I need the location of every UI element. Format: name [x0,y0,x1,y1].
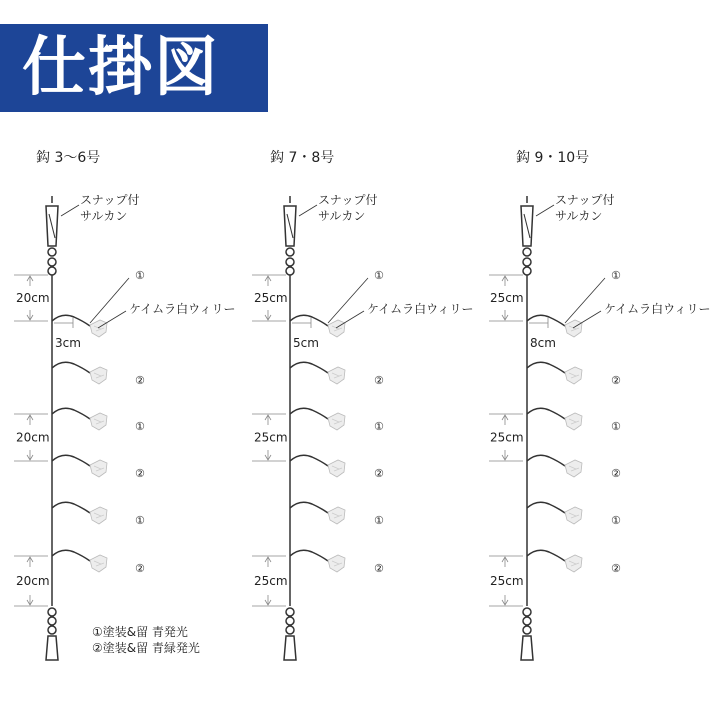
spacing-label: 20cm [16,291,50,305]
rig-3 [489,150,710,660]
spacing-dimension [252,414,288,461]
dropper-branch [527,455,565,466]
spacing-dimension [489,414,524,461]
lure-body [90,367,107,384]
marker-leader-line [328,278,368,323]
dropper-branch [527,408,565,419]
dropper-type-marker: ① [135,420,145,433]
spacing-label: 25cm [254,430,288,445]
dropper-type-marker: ② [135,374,145,387]
dropper-type-marker: ① [611,269,621,282]
spacing-dimension [14,414,50,461]
dropper-type-marker: ② [135,467,145,480]
lure-icon [328,367,345,384]
lure-icon [565,507,582,524]
lure-body [328,367,345,384]
snap-label: スナップ付 [555,193,615,207]
lure-body [328,460,345,477]
lure-icon [328,555,345,572]
dropper-branch [52,315,90,326]
snap-label: サルカン [555,209,603,223]
lure-leader-line [336,311,364,328]
dropper-type-marker: ① [374,269,384,282]
branch-length-label: 8cm [530,336,556,350]
dropper-type-marker: ① [374,514,384,527]
spacing-label: 25cm [490,430,524,445]
swivel-ring [286,617,294,625]
spacing-label: 20cm [16,430,50,445]
lure-body [328,507,345,524]
lure-body [328,555,345,572]
lure-icon [328,507,345,524]
legend-item: ②塗装&留 青緑発光 [92,641,200,655]
snap-label: スナップ付 [318,193,378,207]
dropper-type-marker: ② [611,562,621,575]
lure-label: ケイムラ白ウィリー [129,302,236,316]
lure-body [565,460,582,477]
snap-label: サルカン [80,209,128,223]
dropper-type-marker: ① [135,269,145,282]
swivel-ring [523,617,531,625]
snap-leader-line [299,205,317,216]
dropper-branch [52,362,90,373]
lure-body [90,460,107,477]
swivel-ring [286,258,294,266]
branch-length-label: 5cm [293,336,319,350]
swivel-ring [48,608,56,616]
branch-length-label: 3cm [55,336,81,350]
swivel-ring [523,608,531,616]
dropper-type-marker: ② [611,374,621,387]
dropper-branch [527,315,565,326]
lure-body [90,320,107,337]
snap-label: サルカン [318,209,366,223]
spacing-dimension [14,275,50,321]
dropper-type-marker: ① [374,420,384,433]
dropper-branch [290,502,328,513]
lure-icon [328,413,345,430]
spacing-dimension [489,556,524,606]
hook-size-label: 鈎 9・10号 [516,150,590,166]
swivel-ring [48,626,56,634]
lure-icon [565,367,582,384]
lure-icon [90,367,107,384]
lure-icon [565,460,582,477]
dropper-type-marker: ② [374,374,384,387]
swivel-ring [48,248,56,256]
swivel-ring [286,626,294,634]
dropper-branch [290,550,328,561]
lure-body [565,555,582,572]
swivel-ring [286,608,294,616]
bottom-snap-icon [284,636,296,660]
rig-2 [252,150,473,660]
spacing-label: 25cm [490,291,524,305]
dropper-type-marker: ① [135,514,145,527]
dropper-type-marker: ① [611,514,621,527]
spacing-label: 25cm [254,574,288,588]
dropper-type-marker: ① [611,420,621,433]
spacing-dimension [252,556,288,606]
spacing-label: 20cm [16,574,50,588]
swivel-ring [286,267,294,275]
lure-icon [328,320,345,337]
dropper-type-marker: ② [611,467,621,480]
lure-body [565,320,582,337]
legend [92,624,200,655]
spacing-label: 25cm [490,574,524,588]
marker-leader-line [90,278,129,323]
page-title: 仕掛図 [22,31,220,105]
dropper-type-marker: ② [135,562,145,575]
dropper-branch [527,550,565,561]
dropper-branch [527,502,565,513]
lure-body [565,507,582,524]
lure-body [90,507,107,524]
swivel-ring [523,248,531,256]
spacing-dimension [14,556,50,606]
bottom-snap-icon [46,636,58,660]
hook-size-label: 鈎 3〜6号 [36,150,101,166]
swivel-ring [523,267,531,275]
lure-icon [328,460,345,477]
lure-body [90,413,107,430]
lure-icon [90,460,107,477]
lure-label: ケイムラ白ウィリー [367,302,474,316]
lure-body [328,413,345,430]
swivel-ring [523,258,531,266]
spacing-dimension [252,275,288,321]
dropper-branch [290,408,328,419]
lure-leader-line [98,311,126,328]
lure-icon [90,507,107,524]
lure-icon [90,555,107,572]
hook-size-label: 鈎 7・8号 [270,150,335,166]
bottom-snap-icon [521,636,533,660]
swivel-ring [286,248,294,256]
dropper-branch [52,455,90,466]
dropper-type-marker: ② [374,467,384,480]
dropper-branch [52,550,90,561]
lure-icon [565,413,582,430]
legend-item: ①塗装&留 青発光 [92,625,188,639]
lure-icon [90,320,107,337]
lure-body [328,320,345,337]
lure-body [565,413,582,430]
spacing-dimension [489,275,524,321]
lure-body [90,555,107,572]
rig-1 [14,150,235,660]
dropper-branch [290,455,328,466]
marker-leader-line [565,278,605,323]
lure-leader-line [573,311,601,328]
dropper-branch [52,502,90,513]
dropper-type-marker: ② [374,562,384,575]
snap-label: スナップ付 [80,193,140,207]
swivel-ring [48,258,56,266]
lure-icon [90,413,107,430]
dropper-branch [290,315,328,326]
swivel-ring [48,617,56,625]
spacing-label: 25cm [254,291,288,305]
snap-leader-line [61,205,79,216]
snap-leader-line [536,205,554,216]
swivel-ring [523,626,531,634]
lure-label: ケイムラ白ウィリー [604,302,711,316]
lure-body [565,367,582,384]
lure-icon [565,320,582,337]
dropper-branch [52,408,90,419]
dropper-branch [527,362,565,373]
swivel-ring [48,267,56,275]
lure-icon [565,555,582,572]
dropper-branch [290,362,328,373]
